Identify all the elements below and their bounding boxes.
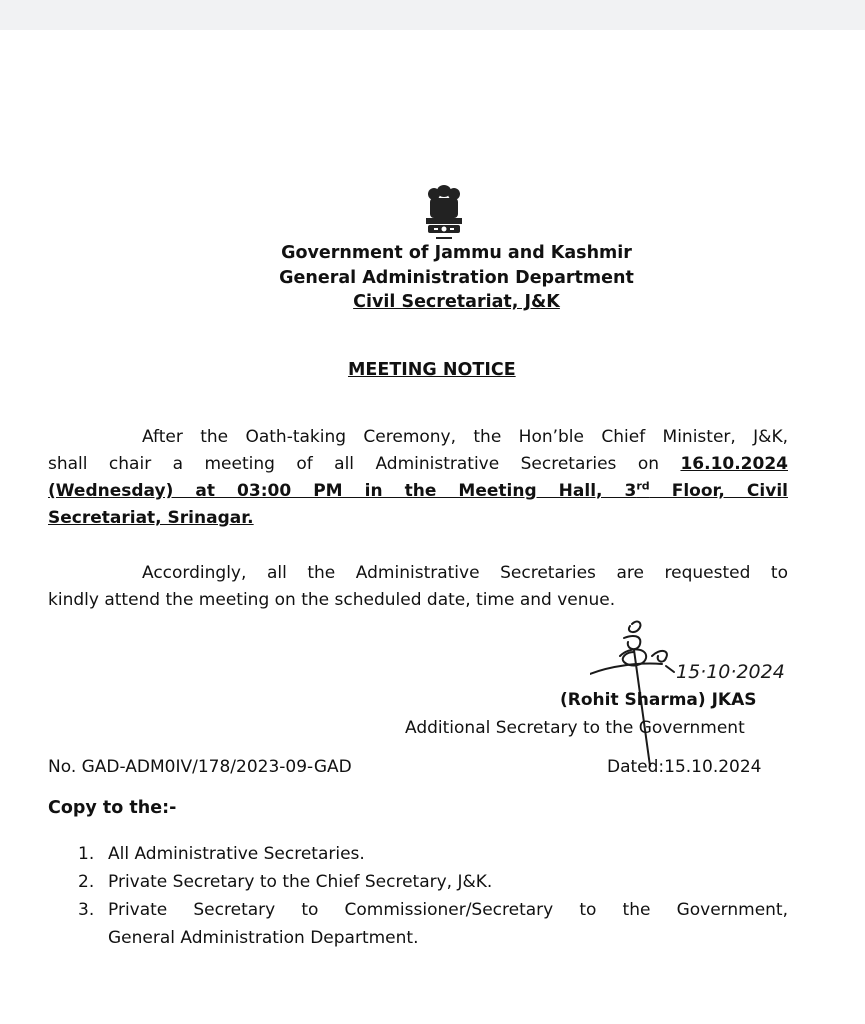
header-department: General Administration Department bbox=[279, 268, 634, 288]
national-emblem-icon bbox=[416, 182, 472, 248]
list-item-text: Private Secretary to Commissioner/Secretary to the Government, bbox=[108, 900, 788, 920]
list-item-text-continued: General Administration Department. bbox=[108, 928, 419, 948]
signature-date: 15·10·2024 bbox=[676, 661, 785, 683]
dated: Dated:15.10.2024 bbox=[607, 757, 762, 777]
paragraph1-line2-text: shall chair a meeting of all Administrative Secretaries on bbox=[48, 454, 681, 474]
floor-superscript: rd bbox=[636, 479, 650, 493]
meeting-venue-floor: Floor, Civil bbox=[649, 481, 788, 501]
copy-to-list bbox=[78, 840, 788, 952]
paragraph2-line1: Accordingly, all the Administrative Secretaries are requested to bbox=[142, 563, 788, 583]
meeting-venue-location: Secretariat, Srinagar. bbox=[48, 508, 254, 528]
signer-designation: Additional Secretary to the Government bbox=[405, 718, 745, 738]
signer-name: (Rohit Sharma) JKAS bbox=[560, 690, 757, 710]
paragraph-request bbox=[48, 560, 788, 614]
paragraph1-line3 bbox=[48, 478, 788, 505]
paragraph2-line2: kindly attend the meeting on the scheduled date, time and venue. bbox=[48, 590, 616, 610]
list-item-number: 1. bbox=[78, 844, 95, 864]
list-item-number: 3. bbox=[78, 900, 95, 920]
paragraph1-line2 bbox=[48, 451, 788, 478]
notice-title: MEETING NOTICE bbox=[348, 360, 516, 380]
meeting-date: 16.10.2024 bbox=[680, 454, 788, 474]
list-item-number: 2. bbox=[78, 872, 95, 892]
list-item bbox=[78, 868, 788, 896]
reference-number: No. GAD-ADM0IV/178/2023-09-GAD bbox=[48, 757, 352, 777]
top-strip bbox=[0, 0, 865, 30]
list-item-text: All Administrative Secretaries. bbox=[108, 844, 365, 864]
list-item bbox=[78, 840, 788, 868]
paragraph1-line1: After the Oath-taking Ceremony, the Hon’ble Chief Minister, J&K, bbox=[142, 427, 788, 447]
list-item-text: Private Secretary to the Chief Secretary, J&K. bbox=[108, 872, 493, 892]
meeting-time-venue: (Wednesday) at 03:00 PM in the Meeting Hall, 3 bbox=[48, 481, 637, 501]
list-item-text-block bbox=[108, 896, 788, 952]
copy-to-heading: Copy to the:- bbox=[48, 798, 177, 818]
header-government: Government of Jammu and Kashmir bbox=[281, 243, 632, 263]
paragraph-meeting-details bbox=[48, 424, 788, 532]
header-secretariat: Civil Secretariat, J&K bbox=[353, 292, 560, 312]
list-item bbox=[78, 896, 788, 952]
